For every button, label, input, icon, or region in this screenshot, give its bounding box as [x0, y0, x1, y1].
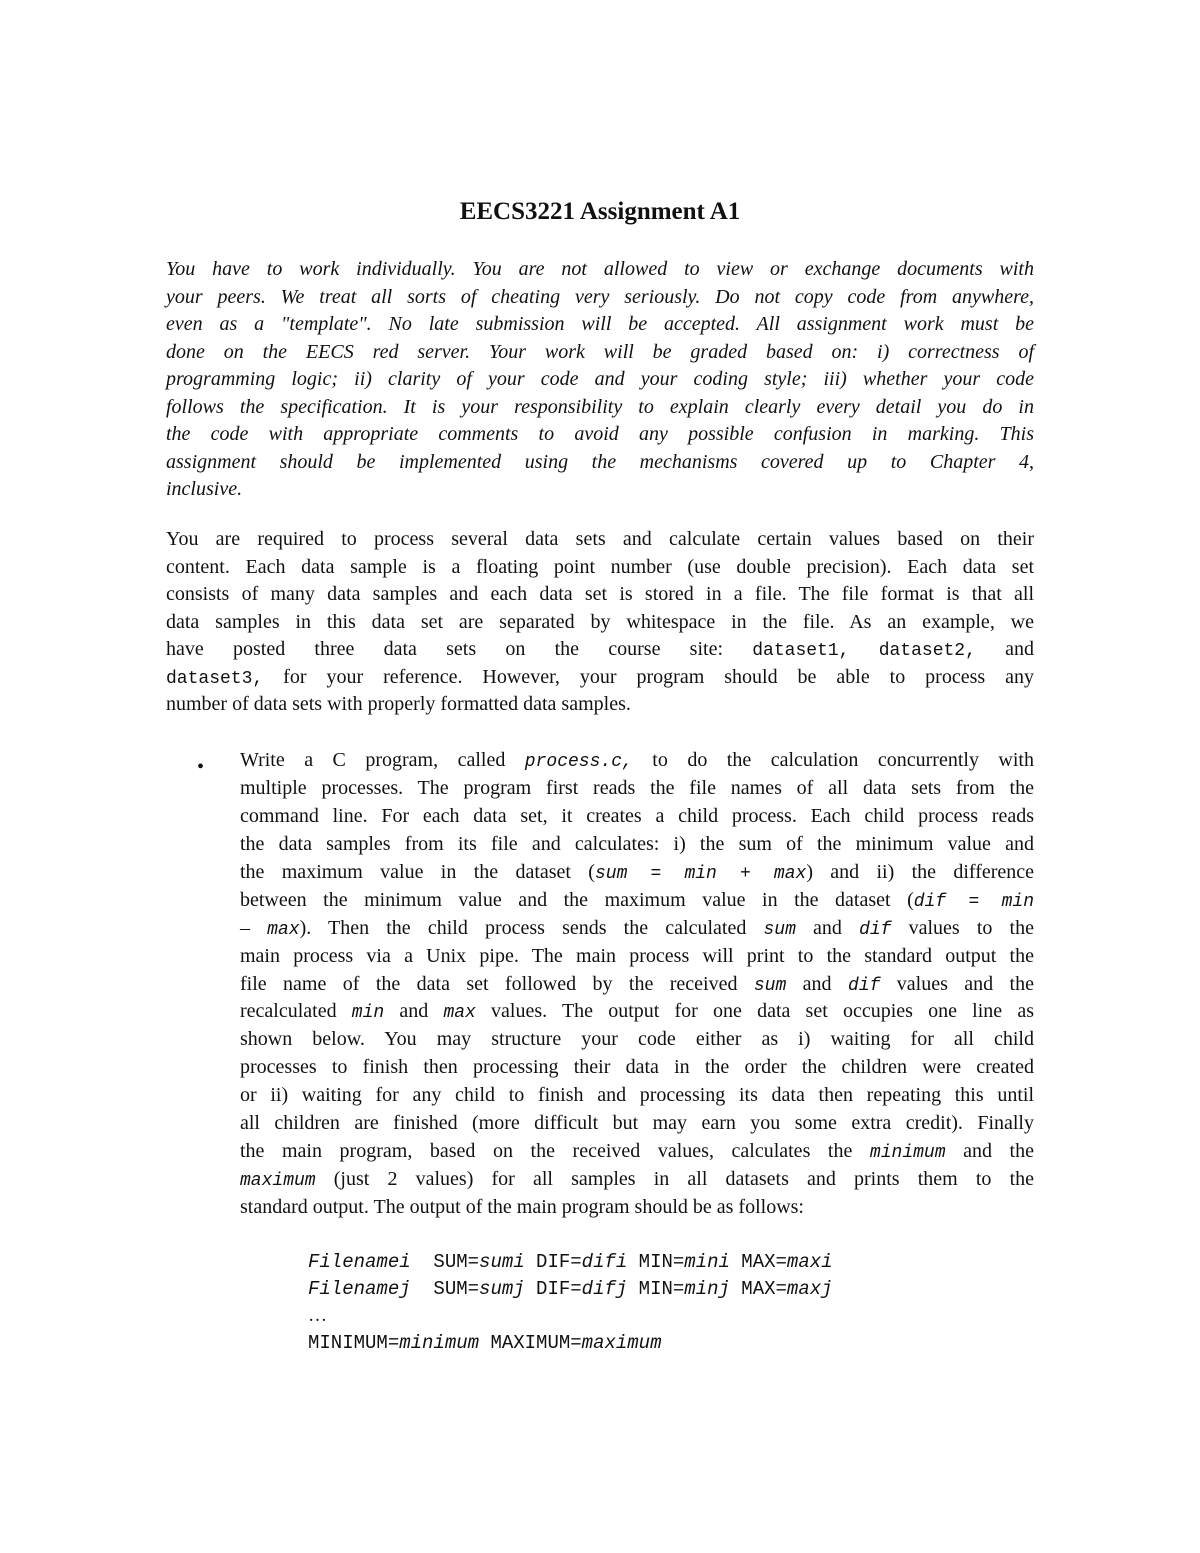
text-line	[240, 887, 1034, 915]
text-span: content. Each data sample is a floating point number (use double precision). Each data set	[166, 555, 1034, 578]
text-span: have posted three data sets on the course site:	[166, 638, 753, 660]
text-line	[166, 691, 1034, 719]
code-span: max	[443, 1003, 476, 1024]
text-span: or ii) waiting for any child to finish and processing its data then repeating this until	[240, 1084, 1034, 1107]
text-span: processes to finish then processing their data in the order the children were created	[240, 1056, 1034, 1079]
text-line	[240, 1166, 1034, 1194]
text-span: to do the calculation concurrently with	[632, 749, 1034, 771]
text-line	[240, 747, 1034, 775]
text-line	[166, 421, 1034, 449]
text-line	[240, 775, 1034, 803]
text-span: all children are finished (more difficult but may earn you some extra credit). Finally	[240, 1112, 1034, 1135]
code-span: maxi	[786, 1251, 833, 1273]
text-line	[166, 339, 1034, 367]
text-line	[240, 943, 1034, 971]
text-line	[166, 476, 1034, 504]
code-span: mini	[684, 1251, 730, 1273]
code-span: Filenamej	[308, 1278, 411, 1300]
text-line	[240, 1026, 1034, 1054]
text-span: the maximum value in the dataset (	[240, 860, 595, 883]
text-line	[240, 803, 1034, 831]
text-line	[166, 554, 1034, 582]
text-span: the data samples from its file and calculates: i) the sum of the minimum value and	[240, 832, 1034, 855]
code-span: dif	[847, 975, 881, 996]
code-span: min	[684, 863, 717, 884]
code-span: DIF=	[524, 1278, 582, 1300]
text-line	[308, 1302, 833, 1329]
text-line	[240, 915, 1034, 943]
text-span: main process via a Unix pipe. The main process will print to the standard output the	[240, 944, 1034, 967]
text-span	[849, 638, 878, 660]
text-line	[308, 1275, 833, 1302]
code-span: the code with appropriate comments to avoid any possible confusion in marking. This	[166, 423, 1034, 445]
text-line	[240, 1194, 1034, 1222]
code-span: your peers. We treat all sorts of cheating very seriously. Do not copy code from anywhere,	[166, 285, 1034, 308]
code-span: dataset2,	[878, 641, 976, 661]
text-span: and the	[945, 1140, 1034, 1163]
text-span: multiple processes. The program first reads the file names of all data sets from the	[240, 776, 1034, 799]
text-span: and	[786, 972, 848, 995]
code-span: MAX=	[729, 1278, 787, 1300]
text-span: …	[308, 1305, 327, 1326]
code-span: max	[773, 863, 807, 884]
code-span: max	[267, 919, 300, 940]
code-span: minimum	[869, 1143, 946, 1164]
text-line	[166, 256, 1034, 284]
text-line	[240, 1054, 1034, 1082]
code-span: programming logic; ii) clarity of your code and your coding style; iii) whether your code	[166, 368, 1034, 390]
code-span: Filenamei	[308, 1251, 411, 1273]
text-span: –	[240, 916, 268, 939]
code-span: minimum	[399, 1332, 480, 1354]
code-span: MINIMUM=	[308, 1332, 400, 1354]
document-title: EECS3221 Assignment A1	[459, 198, 741, 225]
text-span: the main program, based on the received values, calculates the	[240, 1140, 870, 1163]
text-span: ) and ii) the difference	[806, 860, 1035, 883]
text-line	[166, 366, 1034, 394]
text-span: Write a C program, called	[240, 749, 525, 771]
code-span: MAXIMUM=	[479, 1332, 582, 1354]
description-paragraph	[166, 526, 1034, 719]
code-span: MIN=	[627, 1278, 685, 1300]
text-span: between the minimum value and the maximum value in the dataset (	[240, 888, 914, 911]
code-span: sum	[763, 919, 796, 940]
code-span: dif	[859, 919, 892, 940]
text-span: and	[795, 916, 860, 939]
code-span: MAX=	[729, 1251, 787, 1273]
code-span: assignment should be implemented using the mechanisms covered up to Chapter 4,	[166, 450, 1034, 473]
text-line	[240, 831, 1034, 859]
code-span: You have to work individually. You are not allowed to view or exchange documents with	[166, 258, 1034, 280]
text-span: values and the	[880, 972, 1034, 995]
text-span: and	[975, 638, 1035, 660]
text-span: number of data sets with properly formatted data samples.	[166, 693, 631, 715]
text-span: standard output. The output of the main program should be as follows:	[240, 1196, 804, 1218]
text-line	[166, 664, 1034, 692]
text-span: values to the	[891, 916, 1034, 939]
code-span: sum	[753, 975, 787, 996]
text-line	[166, 449, 1034, 477]
text-span: recalculated	[240, 1000, 352, 1023]
bullet-paragraph	[240, 747, 1034, 1222]
text-line	[240, 971, 1034, 999]
code-span: maximum	[581, 1332, 662, 1354]
text-span: data samples in this data set are separated by whitespace in the file. As an example, we	[166, 610, 1034, 633]
code-span: min	[351, 1003, 385, 1024]
text-line	[166, 284, 1034, 312]
code-span: inclusive.	[166, 478, 243, 500]
text-span: command line. For each data set, it creates a child process. Each child process reads	[240, 804, 1034, 827]
text-line	[308, 1329, 833, 1356]
code-span: even as a "template". No late submission will be accepted. All assignment work must be	[166, 313, 1034, 335]
code-span: dif	[913, 891, 947, 912]
text-span: file name of the data set followed by the received	[240, 972, 754, 995]
text-span: consists of many data samples and each data set is stored in a file. The file format is that all	[166, 583, 1034, 605]
code-span: min	[1001, 891, 1035, 912]
text-line	[240, 1110, 1034, 1138]
text-span: ). Then the child process sends the calculated	[299, 916, 764, 939]
text-span: for your reference. However, your program should be able to process any	[263, 665, 1034, 688]
text-line	[166, 581, 1034, 609]
code-span: process.c,	[524, 752, 633, 772]
text-line	[166, 311, 1034, 339]
output-format-code	[308, 1248, 833, 1356]
text-span: shown below. You may structure your code either as i) waiting for all child	[240, 1028, 1034, 1051]
code-span: SUM=	[410, 1251, 480, 1273]
code-span: +	[716, 863, 774, 884]
text-line	[166, 609, 1034, 637]
text-line	[166, 394, 1034, 422]
code-span: follows the specification. It is your responsibility to explain clearly every detail you do in	[166, 395, 1034, 418]
code-span: SUM=	[410, 1278, 480, 1300]
text-line	[308, 1248, 833, 1275]
code-span: =	[946, 891, 1002, 912]
bullet-marker: •	[197, 756, 205, 778]
text-line	[240, 859, 1034, 887]
code-span: dataset1,	[752, 641, 850, 661]
intro-paragraph	[166, 256, 1034, 504]
code-span: MIN=	[627, 1251, 685, 1273]
code-span: difj	[581, 1278, 628, 1300]
text-span: values. The output for one data set occupies one line as	[475, 1000, 1034, 1023]
code-span: =	[627, 863, 685, 884]
text-line	[240, 998, 1034, 1026]
text-line	[166, 636, 1034, 664]
code-span: done on the EECS red server. Your work will be graded based on: i) correctness of	[166, 340, 1034, 363]
code-span: sumi	[479, 1251, 525, 1273]
text-line	[166, 526, 1034, 554]
code-span: maximum	[240, 1171, 316, 1192]
code-span: maxj	[786, 1278, 833, 1300]
code-span: dataset3,	[166, 668, 264, 689]
code-span: minj	[684, 1278, 730, 1300]
code-span: difi	[581, 1251, 628, 1273]
text-line	[240, 1082, 1034, 1110]
text-line	[240, 1138, 1034, 1166]
code-span: sum	[594, 863, 628, 884]
text-span: You are required to process several data sets and calculate certain values based on their	[166, 528, 1034, 550]
text-span: and	[384, 1000, 444, 1023]
code-span: DIF=	[524, 1251, 582, 1273]
text-span: (just 2 values) for all samples in all datasets and prints them to the	[315, 1168, 1034, 1191]
code-span: sumj	[479, 1278, 525, 1300]
